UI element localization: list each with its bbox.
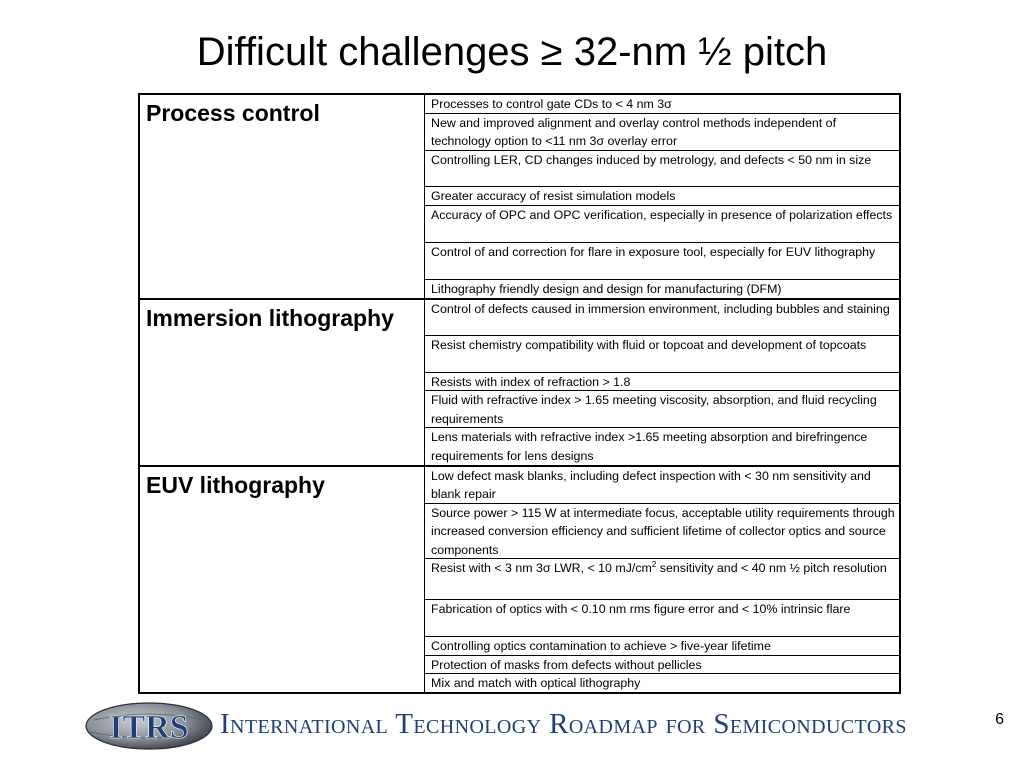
itrs-logo xyxy=(84,700,214,750)
challenge-item: Processes to control gate CDs to < 4 nm 3σ xyxy=(425,95,899,114)
challenge-item: Greater accuracy of resist simulation models xyxy=(425,187,899,206)
challenge-item: Resist chemistry compatibility with fluid or topcoat and development of topcoats xyxy=(425,336,899,372)
challenge-item-text: Resist with < 3 nm 3σ LWR, < 10 $mJ/cm^2$ sensitivity and < 40 nm ½ pitch resolution xyxy=(431,559,887,575)
challenge-item: Controlling LER, CD changes induced by metrology, and defects < 50 nm in size xyxy=(425,151,899,188)
page-number: 6 xyxy=(995,711,1004,728)
challenge-item: Low defect mask blanks, including defect inspection with < 30 nm sensitivity and blank repair xyxy=(425,467,899,504)
challenge-item: Fabrication of optics with < 0.10 nm rms figure error and < 10% intrinsic flare xyxy=(425,600,899,637)
challenge-item: New and improved alignment and overlay control methods independent of technology option to <11 nm 3σ overlay error xyxy=(425,114,899,151)
category-cell: Immersion lithography xyxy=(140,300,425,465)
challenge-item: Control of defects caused in immersion environment, including bubbles and staining xyxy=(425,300,899,336)
challenges-table xyxy=(138,93,901,694)
challenge-item: Protection of masks from defects without pellicles xyxy=(425,656,899,675)
challenge-item: Fluid with refractive index > 1.65 meeting viscosity, absorption, and fluid recycling requirements xyxy=(425,391,899,428)
slide-title: Difficult challenges ≥ 32-nm ½ pitch xyxy=(196,30,828,74)
challenge-list xyxy=(425,300,899,465)
slide-footer xyxy=(0,696,1024,768)
challenge-list xyxy=(425,467,899,693)
table-section-immersion-lithography xyxy=(140,300,899,467)
table-section-process-control xyxy=(140,95,899,300)
challenge-list xyxy=(425,95,899,298)
challenge-item: Mix and match with optical lithography xyxy=(431,676,641,690)
challenge-item: Controlling optics contamination to achieve > five-year lifetime xyxy=(425,637,899,656)
challenge-item: Lithography friendly design and design for manufacturing (DFM) xyxy=(431,281,782,296)
challenge-item xyxy=(425,559,899,600)
category-cell: Process control xyxy=(140,95,425,298)
table-section-euv-lithography xyxy=(140,467,899,693)
organization-name: International Technology Roadmap for Semiconductors xyxy=(220,708,907,740)
challenge-item: Accuracy of OPC and OPC verification, especially in presence of polarization effects xyxy=(425,206,899,243)
superscript: 2 xyxy=(651,559,657,569)
challenge-item: Lens materials with refractive index >1.65 meeting absorption and birefringence requirements for lens designs xyxy=(431,430,868,463)
challenge-item: Resists with index of refraction > 1.8 xyxy=(425,373,899,392)
challenge-item: Control of and correction for flare in exposure tool, especially for EUV lithography xyxy=(425,243,899,280)
category-cell: EUV lithography xyxy=(140,467,425,693)
logo-text: ITRS xyxy=(109,709,189,746)
challenge-item: Source power > 115 W at intermediate focus, acceptable utility requirements through increased conversion efficiency and sufficient lifetime of collector optics and source components xyxy=(425,504,899,559)
